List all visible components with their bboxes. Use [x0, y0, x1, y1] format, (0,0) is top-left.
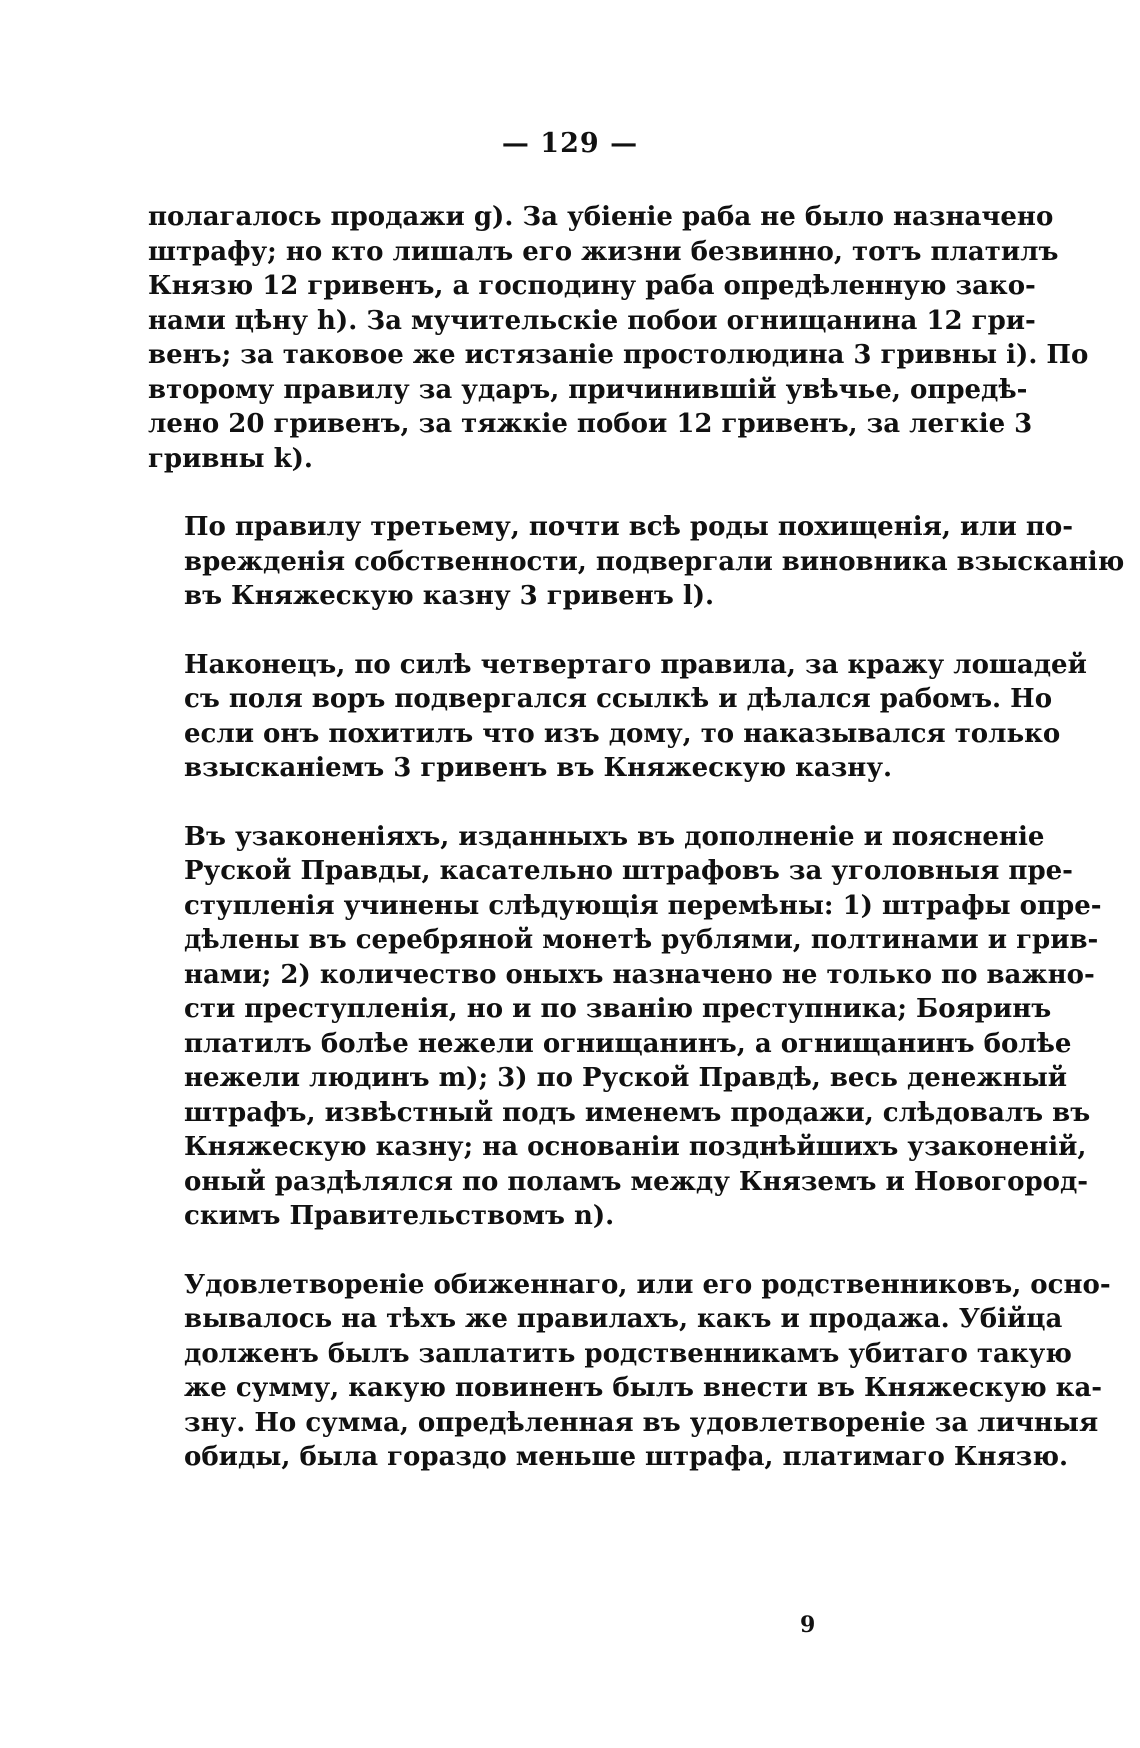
text-line: венъ; за таковое же истязаніе простолюдина 3 гривны i). По	[148, 340, 1089, 370]
text-line: платилъ болѣе нежели огнищанинъ, а огнищанинъ болѣе	[184, 1028, 1072, 1059]
page-body	[148, 200, 1125, 1475]
text-line: взысканіемъ 3 гривенъ въ Княжескую казну.	[184, 753, 893, 783]
text-line: Удовлетвореніе обиженнаго, или его родственниковъ, осно-	[184, 1269, 1111, 1300]
paragraph-1	[148, 200, 1089, 476]
text-line: Княжескую казну; на основаніи позднѣйшихъ узаконеній,	[184, 1132, 1087, 1162]
page-number: — 129 —	[501, 128, 639, 159]
text-line: если онъ похитилъ что изъ дому, то наказывался только	[184, 718, 1061, 749]
text-line: штрафъ, извѣстный подъ именемъ продажи, слѣдовалъ въ	[184, 1097, 1091, 1128]
text-line: нами; 2) количество оныхъ назначено не только по важно-	[184, 959, 1095, 990]
text-line: въ Княжескую казну 3 гривенъ l).	[184, 581, 715, 611]
text-line: съ поля воръ подвергался ссылкѣ и дѣлался рабомъ. Но	[184, 684, 1053, 714]
text-line: долженъ былъ заплатить родственникамъ убитаго такую	[184, 1338, 1072, 1369]
text-line: вывалось на тѣхъ же правилахъ, какъ и продажа. Убійца	[184, 1304, 1063, 1334]
text-line: Князю 12 гривенъ, а господину раба опредѣленную зако-	[148, 271, 1036, 301]
paragraph-4	[148, 820, 1102, 1234]
text-line: гривны k).	[148, 443, 313, 474]
paragraph-2	[148, 510, 1125, 614]
text-line: По правилу третьему, почти всѣ роды похищенія, или по-	[184, 512, 1074, 542]
text-line: нежели людинъ m); 3) по Руской Правдѣ, весь денежный	[184, 1063, 1068, 1093]
text-line: Наконецъ, по силѣ четвертаго правила, за кражу лошадей	[184, 649, 1087, 680]
text-line: дѣлены въ серебряной монетѣ рублями, полтинами и грив-	[184, 925, 1099, 955]
text-line: Въ узаконеніяхъ, изданныхъ въ дополненіе и поясненіе	[184, 821, 1045, 852]
text-line: обиды, была гораздо меньше штрафа, платимаго Князю.	[184, 1442, 1069, 1472]
text-line: ступленія учинены слѣдующія перемѣны: 1) штрафы опре-	[184, 890, 1102, 921]
paragraph-3	[148, 648, 1087, 786]
text-line: нами цѣну h). За мучительскіе побои огнищанина 12 гри-	[148, 305, 1036, 336]
text-line: второму правилу за ударъ, причинившій увѣчье, опредѣ-	[148, 374, 1028, 405]
text-line: зну. Но сумма, опредѣленная въ удовлетвореніе за личныя	[184, 1407, 1099, 1438]
text-line: Руской Правды, касательно штрафовъ за уголовныя пре-	[184, 856, 1073, 886]
text-line: оный раздѣлялся по поламъ между Княземъ и Новогород-	[184, 1166, 1089, 1197]
signature-mark: 9	[800, 1612, 816, 1638]
text-line: штрафу; но кто лишалъ его жизни безвинно, тотъ платилъ	[148, 236, 1059, 267]
text-line: же сумму, какую повиненъ былъ внести въ Княжескую ка-	[184, 1373, 1103, 1403]
text-line: сти преступленія, но и по званію преступника; Бояринъ	[184, 994, 1052, 1024]
paragraph-5	[148, 1268, 1111, 1475]
text-line: полагалось продажи g). За убіеніе раба не было назначено	[148, 202, 1054, 232]
text-line: лено 20 гривенъ, за тяжкіе побои 12 гривенъ, за легкіе 3	[148, 409, 1033, 439]
text-line: врежденія собственности, подвергали виновника взысканію	[184, 546, 1125, 577]
text-line: скимъ Правительствомъ n).	[184, 1201, 615, 1231]
